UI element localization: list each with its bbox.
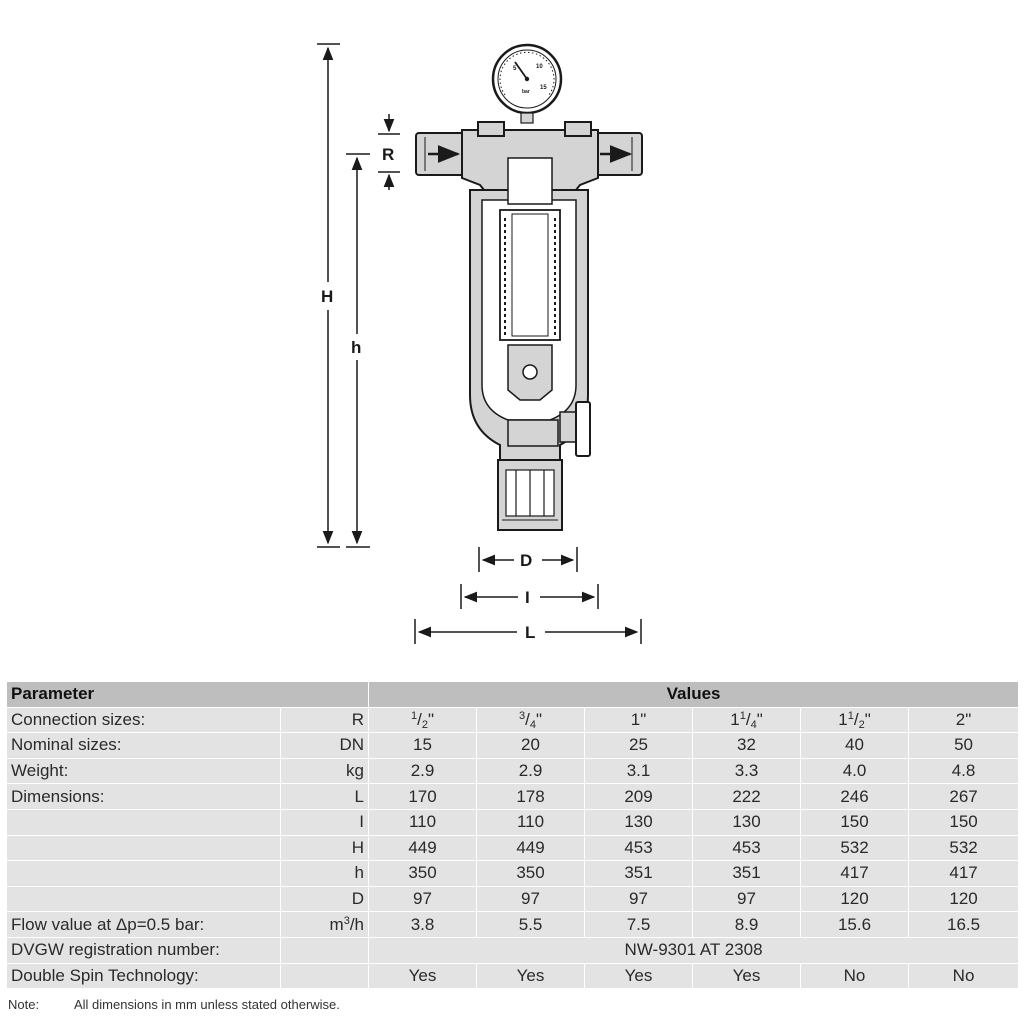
dimension-D-value: 120	[801, 886, 909, 912]
specification-table	[6, 681, 1019, 989]
dimension-D-unit: D	[281, 886, 369, 912]
connection-value-5: $1^1/_2$"	[801, 707, 909, 733]
weight-value: 3.1	[585, 758, 693, 784]
nominal-unit: DN	[281, 733, 369, 759]
weight-value: 2.9	[369, 758, 477, 784]
nominal-value: 15	[369, 733, 477, 759]
spin-label: Double Spin Technology:	[7, 963, 281, 989]
empty-cell	[281, 963, 369, 989]
pressure-gauge	[493, 45, 561, 123]
flow-unit-sup: 3	[343, 914, 350, 927]
empty-cell	[281, 937, 369, 963]
table-row-connection	[7, 707, 1019, 733]
dimension-h-label: h	[351, 338, 362, 357]
dimension-h-value: 350	[369, 861, 477, 887]
table-row-flow	[7, 912, 1019, 938]
nominal-value: 32	[693, 733, 801, 759]
table-row-nominal	[7, 733, 1019, 759]
dimension-H-value: 449	[369, 835, 477, 861]
connection-value-2: $^3/_4$"	[477, 707, 585, 733]
nominal-value: 50	[909, 733, 1019, 759]
connection-value-4: $1^1/_4$"	[693, 707, 801, 733]
header-values: Values	[369, 682, 1019, 708]
dimension-h-value: 351	[693, 861, 801, 887]
dimension-H-value: 532	[909, 835, 1019, 861]
dimension-L-value: 267	[909, 784, 1019, 810]
flow-value: 3.8	[369, 912, 477, 938]
dimension-I-value: 130	[693, 809, 801, 835]
dimension-H-value: 532	[801, 835, 909, 861]
dimension-L-value: 209	[585, 784, 693, 810]
dimension-H-unit: H	[281, 835, 369, 861]
gauge-unit: bar	[522, 89, 530, 95]
flow-label-suffix: p=0.5 bar:	[127, 914, 205, 934]
dimension-D-value: 97	[693, 886, 801, 912]
dimension-L-value: 222	[693, 784, 801, 810]
dimension-I-unit: I	[281, 809, 369, 835]
connection-value-6: 2"	[909, 707, 1019, 733]
dimension-L-value: 170	[369, 784, 477, 810]
dvgw-label: DVGW registration number:	[7, 937, 281, 963]
empty-cell	[7, 886, 281, 912]
table-row-dimension-L	[7, 784, 1019, 810]
dimension-R-label: R	[382, 145, 395, 164]
spin-value: No	[909, 963, 1019, 989]
connection-label: Connection sizes:	[7, 707, 281, 733]
connection-unit: R	[281, 707, 369, 733]
dimension-L-label: L	[525, 623, 536, 642]
header-parameter: Parameter	[7, 682, 369, 708]
spin-value: Yes	[369, 963, 477, 989]
gauge-tick-15: 15	[540, 85, 547, 91]
dimension-L-value: 178	[477, 784, 585, 810]
dimension-I-label: I	[525, 588, 530, 607]
table-row-dvgw	[7, 937, 1019, 963]
filter-body	[416, 122, 642, 530]
dimension-H-value: 449	[477, 835, 585, 861]
dimensions-label: Dimensions:	[7, 784, 281, 810]
flow-value: 16.5	[909, 912, 1019, 938]
dimension-D-value: 97	[477, 886, 585, 912]
spin-value: Yes	[585, 963, 693, 989]
gauge-tick-10: 10	[536, 64, 543, 70]
flow-label-delta: Δ	[115, 914, 128, 934]
flow-value: 7.5	[585, 912, 693, 938]
table-header-row	[7, 682, 1019, 708]
nominal-value: 40	[801, 733, 909, 759]
table-row-dimension-h	[7, 861, 1019, 887]
spin-value: Yes	[693, 963, 801, 989]
table-row-spin	[7, 963, 1019, 989]
note-text: All dimensions in mm unless stated otherwise.	[74, 997, 340, 1012]
gauge-tick-5: 5	[513, 66, 517, 72]
weight-unit: kg	[281, 758, 369, 784]
dimension-H-value: 453	[585, 835, 693, 861]
dimension-h-value: 417	[801, 861, 909, 887]
dimension-h-value: 350	[477, 861, 585, 887]
table-row-dimension-H	[7, 835, 1019, 861]
flow-value: 8.9	[693, 912, 801, 938]
flow-label	[7, 912, 281, 938]
flow-value: 15.6	[801, 912, 909, 938]
spin-value: No	[801, 963, 909, 989]
dimension-H-label: H	[321, 287, 334, 306]
dimension-H-value: 453	[693, 835, 801, 861]
spin-value: Yes	[477, 963, 585, 989]
weight-label: Weight:	[7, 758, 281, 784]
nominal-value: 25	[585, 733, 693, 759]
empty-cell	[7, 809, 281, 835]
note-label: Note:	[8, 997, 40, 1012]
flow-unit-tail: /h	[349, 914, 365, 934]
flow-label-prefix: Flow value at	[11, 914, 116, 934]
flow-unit	[281, 912, 369, 938]
dimension-D-label: D	[520, 551, 533, 570]
dimension-D-value: 97	[369, 886, 477, 912]
weight-value: 4.8	[909, 758, 1019, 784]
connection-value-1: $^1/_2$"	[369, 707, 477, 733]
dimension-I-value: 110	[369, 809, 477, 835]
dimension-I-value: 150	[801, 809, 909, 835]
nominal-value: 20	[477, 733, 585, 759]
dimension-I-value: 110	[477, 809, 585, 835]
dimension-h-value: 417	[909, 861, 1019, 887]
flow-unit-base: m	[329, 914, 344, 934]
nominal-label: Nominal sizes:	[7, 733, 281, 759]
dimension-h-value: 351	[585, 861, 693, 887]
weight-value: 2.9	[477, 758, 585, 784]
table-row-weight	[7, 758, 1019, 784]
weight-value: 3.3	[693, 758, 801, 784]
connection-value-3: 1"	[585, 707, 693, 733]
dvgw-value: NW-9301 AT 2308	[369, 937, 1019, 963]
dimension-L-value: 246	[801, 784, 909, 810]
flow-value: 5.5	[477, 912, 585, 938]
empty-cell	[7, 835, 281, 861]
weight-value: 4.0	[801, 758, 909, 784]
empty-cell	[7, 861, 281, 887]
dimension-D-value: 97	[585, 886, 693, 912]
dimension-L-unit: L	[281, 784, 369, 810]
table-row-dimension-I	[7, 809, 1019, 835]
dimension-I-value: 150	[909, 809, 1019, 835]
dimension-h-unit: h	[281, 861, 369, 887]
table-row-dimension-D	[7, 886, 1019, 912]
dimension-D-value: 120	[909, 886, 1019, 912]
dimension-I-value: 130	[585, 809, 693, 835]
